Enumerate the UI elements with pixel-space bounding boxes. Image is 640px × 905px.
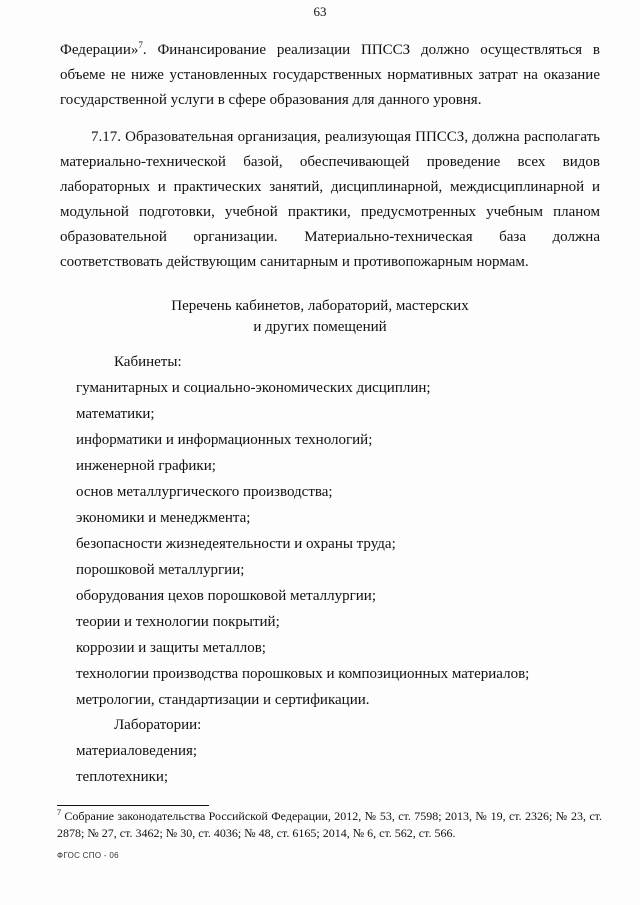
paragraph-financing	[60, 38, 600, 113]
footnote-reference[interactable]: 7	[138, 40, 143, 50]
list-item: теплотехники;	[76, 769, 169, 785]
list-item: основ металлургического производства;	[76, 484, 333, 500]
list-item: коррозии и защиты металлов;	[76, 640, 266, 656]
section-heading	[0, 296, 640, 338]
list-item: метрологии, стандартизации и сертификации.	[76, 692, 370, 708]
section-heading-line-1: Перечень кабинетов, лабораторий, мастерских	[171, 298, 469, 314]
list-item: технологии производства порошковых и композиционных материалов;	[76, 666, 530, 682]
cabinets-label: Кабинеты:	[114, 354, 182, 370]
list-item: гуманитарных и социально-экономических дисциплин;	[76, 380, 431, 396]
list-item: материаловедения;	[76, 743, 198, 759]
page-number: 63	[313, 4, 327, 19]
list-item: экономики и менеджмента;	[76, 510, 251, 526]
cabinets-list	[76, 349, 616, 713]
document-stamp: ФГОС СПО - 06	[57, 851, 119, 860]
footnote	[57, 808, 602, 842]
paragraph-financing-start: Федерации»	[60, 42, 139, 58]
list-item: оборудования цехов порошковой металлургии;	[76, 588, 376, 604]
list-item: безопасности жизнедеятельности и охраны труда;	[76, 536, 396, 552]
list-item: теории и технологии покрытий;	[76, 614, 280, 630]
footnote-divider	[57, 805, 209, 806]
paragraph-financing-text: . Финансирование реализации ППССЗ должно осуществляться в объеме не ниже установленных государственных нормативных затрат на оказание государственной услуги в сфере образования для данного уровня.	[60, 42, 600, 108]
list-item: математики;	[76, 406, 155, 422]
labs-list	[76, 712, 616, 790]
list-item: информатики и информационных технологий;	[76, 432, 373, 448]
footnote-mark: 7	[57, 808, 61, 817]
list-item: порошковой металлургии;	[76, 562, 245, 578]
paragraph-material-base: 7.17. Образовательная организация, реализующая ППССЗ, должна располагать материально-технической базой, обеспечивающей проведение всех видов лабораторных и практических занятий, дисциплинарной, междисциплинарной и модульной подготовки, учебной практики, предусмотренных учебным планом образовательной организации. Материально-техническая база должна соответствовать действующим санитарным и противопожарным нормам.	[60, 129, 600, 270]
footnote-text: Собрание законодательства Российской Федерации, 2012, № 53, ст. 7598; 2013, № 19, ст. 2326; № 23, ст. 2878; № 27, ст. 3462; № 30, ст. 4036; № 48, ст. 6165; 2014, № 6, ст. 562, ст. 566.	[57, 809, 602, 840]
labs-label: Лаборатории:	[114, 717, 202, 733]
section-heading-line-2: и других помещений	[253, 319, 387, 335]
list-item: инженерной графики;	[76, 458, 216, 474]
